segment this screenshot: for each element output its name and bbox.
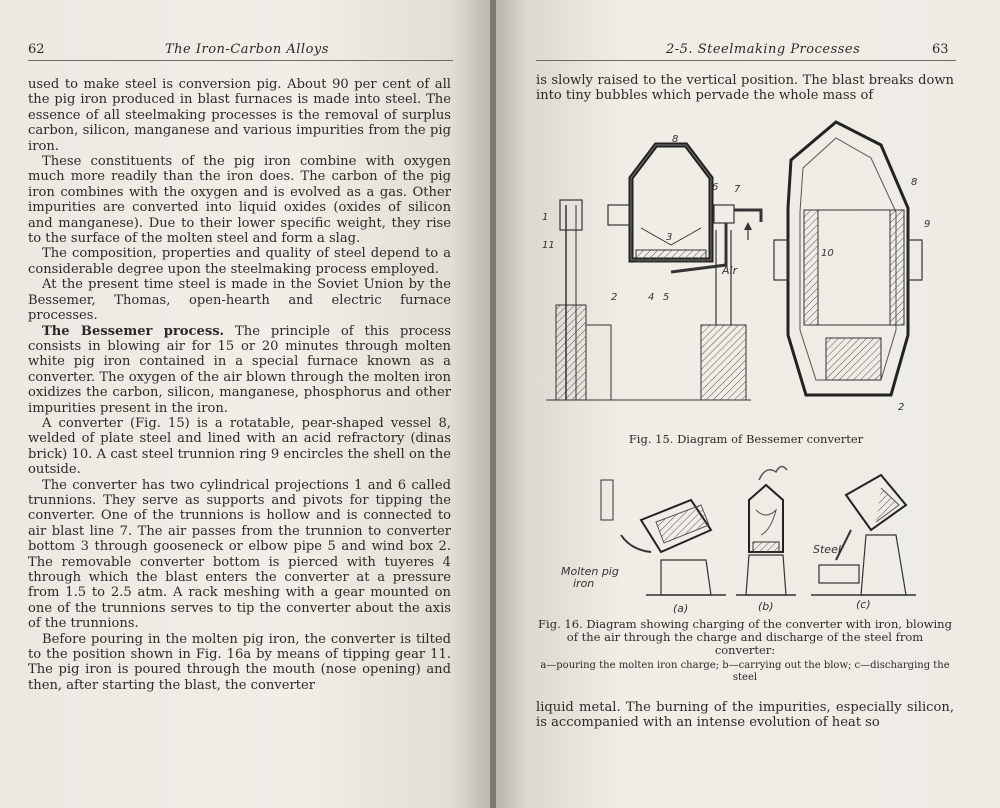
label-8: 8: [672, 134, 679, 145]
right-top-text: [536, 73, 954, 104]
label-molten-pig-iron-2: iron: [573, 577, 595, 590]
label-7: 7: [734, 184, 741, 195]
label-molten-pig-iron-1: Molten pig: [561, 565, 619, 578]
label-3: 3: [666, 232, 673, 243]
paragraph: is slowly raised to the vertical position. The blast breaks down into tiny bubbles which pervade the whole mass of: [536, 73, 954, 104]
label-1: 1: [542, 212, 549, 223]
label-5: 5: [663, 292, 670, 303]
paragraph: liquid metal. The burning of the impurities, especially silicon, is accompanied with an intense evolution of heat so: [536, 700, 954, 731]
label-2-right: 2: [898, 402, 905, 413]
running-head-left: The Iron-Carbon Alloys: [165, 42, 329, 57]
paragraph: The composition, properties and quality of steel depend to a considerable degree upon the steelmaking process employed.: [28, 246, 451, 277]
paragraph: used to make steel is conversion pig. About 90 per cent of all the pig iron produced in blast furnaces is made into steel. The essence of all steelmaking processes is the removal of surplus carbon, silicon, manganese and various impurities from the pig iron.: [28, 77, 451, 154]
left-body-text: [28, 77, 451, 693]
paragraph: The converter has two cylindrical projections 1 and 6 called trunnions. They serve as supports and pivots for tipping the converter. One of the trunnions is hollow and is connected to air blast line 7. The air passes from the trunnion to converter bottom 3 through gooseneck or elbow pipe 5 and wind box 2. The removable converter bottom is pierced with tuyeres 4 through which the blast enters the converter at a pressure from 1.5 to 2.5 atm. A rack meshing with a gear mounted on one of the trunnions serves to tip the converter about the axis of the trunnions.: [28, 477, 451, 632]
fig16-caption: Fig. 16. Diagram showing charging of the converter with iron, blowing of the air through the charge and discharge of the steel from converter:: [538, 617, 952, 657]
section-heading: The Bessemer process.: [42, 323, 225, 339]
header-rule-left: [28, 60, 453, 61]
label-9: 9: [924, 219, 931, 230]
paragraph: The Bessemer process. The principle of this process consists in blowing air for 15 or 20 minutes through molten white pig iron contained in a special furnace known as a converter. The oxygen of the air blown through the molten iron oxidizes the carbon, silicon, manganese, phosphorus and other impurities present in the iron.: [28, 323, 451, 416]
bessemer-converter-diagram: [536, 110, 961, 420]
paragraph: A converter (Fig. 15) is a rotatable, pear-shaped vessel 8, welded of plate steel and lined with an acid refractory (dinas brick) 10. A cast steel trunnion ring 9 encircles the shell on the outside.: [28, 415, 451, 478]
label-sub-a: (a): [673, 602, 689, 615]
converter-charging-diagram: [561, 460, 941, 615]
label-air: Air: [722, 264, 738, 277]
label-10: 10: [821, 248, 834, 259]
fig16-legend: a—pouring the molten iron charge; b—carrying out the blow; c—discharging the steel: [540, 660, 950, 683]
right-page: [496, 0, 1000, 808]
paragraph: Before pouring in the molten pig iron, the converter is tilted to the position shown in Fig. 16a by means of tipping gear 11. The pig iron is poured through the mouth (nose opening) and then, after starting the blast, the converter: [28, 631, 451, 693]
paragraph: These constituents of the pig iron combine with oxygen much more readily than the iron does. The carbon of the pig iron combines with the oxygen and is evolved as a gas. Other impurities are converted into liquid oxides (oxides of silicon and manganese). Due to their lower specific weight, they rise to the surface of the molten steel and form a slag.: [28, 154, 451, 247]
label-4: 4: [648, 292, 655, 303]
label-2: 2: [611, 292, 618, 303]
label-8-right: 8: [911, 177, 918, 188]
left-page: [0, 0, 490, 808]
label-sub-b: (b): [758, 600, 774, 613]
header-rule-right: [536, 60, 956, 61]
label-6: 6: [712, 182, 719, 193]
running-head-right: 2-5. Steelmaking Processes: [666, 42, 861, 57]
fig15-caption: Fig. 15. Diagram of Bessemer converter: [628, 432, 864, 446]
label-sub-c: (c): [856, 598, 871, 611]
right-bottom-text: [536, 700, 954, 731]
label-steel: Steel: [813, 543, 841, 556]
label-11: 11: [542, 240, 555, 251]
page-number-right: 63: [932, 42, 949, 57]
page-number-left: 62: [28, 42, 45, 57]
paragraph: At the present time steel is made in the Soviet Union by the Bessemer, Thomas, open-hearth and electric furnace processes.: [28, 277, 451, 324]
